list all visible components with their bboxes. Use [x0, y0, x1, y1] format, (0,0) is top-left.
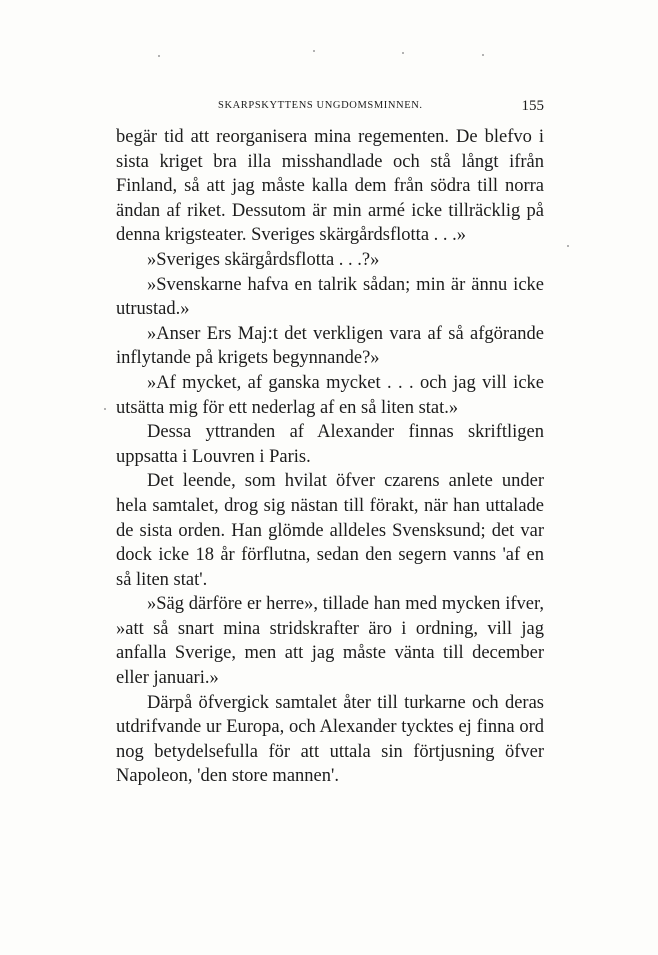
paragraph: »Anser Ers Maj:t det verkligen vara af så afgörande inflytande på krigets begynnande?»: [116, 323, 544, 369]
body-text: [116, 125, 544, 789]
print-speck: [313, 50, 315, 52]
page-number: 155: [521, 98, 544, 114]
running-title: SKARPSKYTTENS UNGDOMSMINNEN.: [218, 100, 423, 111]
paragraph: »Svenskarne hafva en talrik sådan; min är ännu icke utrustad.»: [116, 274, 544, 320]
print-speck: [567, 245, 569, 247]
paragraph: »Sveriges skärgårdsflotta . . .?»: [147, 249, 380, 270]
running-header: [116, 96, 544, 116]
paragraph: Det leende, som hvilat öfver czarens anlete under hela samtalet, drog sig nästan till förakt, när han uttalade de sista orden. Han glömde alldeles Svensksund; det var dock icke 18 år förflutna, sedan den segern vanns 'af en så liten stat'.: [116, 471, 544, 590]
paragraph: begär tid att reorganisera mina regementen. De blefvo i sista kriget bra illa misshandlade och stå långt ifrån Finland, så att jag måste kalla dem från södra till norra ändan af riket. Dessutom är min armé icke tillräcklig på denna krigsteater. Sveriges skärgårdsflotta . . .»: [116, 127, 544, 246]
paragraph: Dessa yttranden af Alexander finnas skriftligen uppsatta i Louvren i Paris.: [116, 422, 544, 467]
print-speck: [402, 52, 404, 54]
print-speck: [482, 54, 484, 56]
paragraph: Därpå öfvergick samtalet åter till turkarne och deras utdrifvande ur Europa, och Alexander tycktes ej finna ord nog betydelsefulla för att uttala sin förtjusning öfver Napoleon, 'den store mannen'.: [116, 692, 544, 787]
paragraph: »Af mycket, af ganska mycket . . . och jag vill icke utsätta mig för ett nederlag af en så liten stat.»: [116, 372, 544, 418]
paragraph: »Säg därföre er herre», tillade han med mycken ifver, »att så snart mina stridskrafter äro i ordning, vill jag anfalla Sverige, men att jag måste vänta till december eller januari.»: [116, 594, 544, 689]
print-speck: [158, 55, 160, 57]
print-speck: [104, 408, 106, 410]
